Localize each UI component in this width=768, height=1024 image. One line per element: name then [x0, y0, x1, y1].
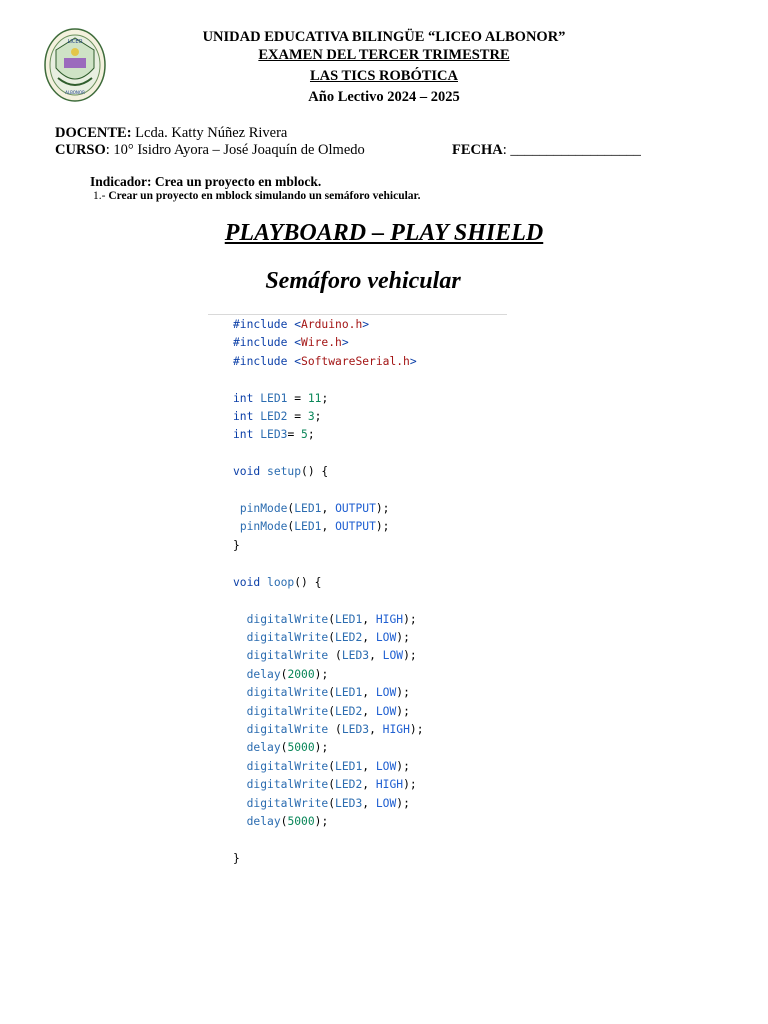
course-value: : 10° Isidro Ayora – José Joaquín de Olmedo [105, 142, 365, 158]
code-line: } [233, 538, 240, 552]
code-line: #include <Wire.h> [233, 336, 349, 350]
date-label: FECHA [452, 142, 503, 158]
indicator-text: Indicador: Crea un proyecto en mblock. [90, 174, 322, 189]
school-year: Año Lectivo 2024 – 2025 [308, 89, 460, 105]
exam-title: EXAMEN DEL TERCER TRIMESTRE [258, 47, 510, 63]
code-line: pinMode(LED1, OUTPUT); [239, 520, 390, 534]
teacher-name: Lcda. Katty Núñez Rivera [131, 125, 288, 141]
code-line: #include <SoftwareSerial.h> [233, 354, 417, 368]
code-line: delay(5000); [246, 741, 329, 755]
code-line: int LED2 = 3; [233, 410, 322, 424]
code-line: digitalWrite(LED2, HIGH); [246, 778, 417, 792]
code-line: delay(5000); [246, 814, 329, 828]
code-line: digitalWrite(LED2, LOW); [246, 704, 410, 718]
teacher-label: DOCENTE: [55, 125, 132, 141]
code-line: digitalWrite(LED1, HIGH); [246, 612, 417, 626]
task-text: Crear un proyecto en mblock simulando un semáforo vehicular. [108, 190, 421, 202]
code-line [233, 831, 424, 849]
code-line [233, 592, 424, 610]
date-line [452, 141, 641, 159]
code-line: digitalWrite(LED1, LOW); [246, 759, 410, 773]
code-line: pinMode(LED1, OUTPUT); [239, 502, 390, 516]
code-line: void setup() { [233, 465, 329, 479]
code-line: digitalWrite (LED3, LOW); [246, 649, 417, 663]
svg-text:LICEO: LICEO [67, 39, 83, 45]
code-line: #include <Arduino.h> [233, 318, 370, 331]
teacher-line [55, 124, 287, 142]
code-line: int LED3= 5; [233, 428, 315, 442]
course-line [55, 141, 365, 159]
code-line: } [233, 851, 240, 865]
sub-title: Semáforo vehicular [265, 268, 461, 294]
code-line: void loop() { [233, 575, 322, 589]
task-1 [93, 190, 420, 202]
arduino-code-block [233, 316, 424, 868]
school-name: UNIDAD EDUCATIVA BILINGÜE “LICEO ALBONOR” [202, 29, 566, 45]
code-line [233, 445, 424, 463]
code-line: digitalWrite(LED3, LOW); [246, 796, 410, 810]
svg-text:ALBONOR: ALBONOR [65, 90, 85, 95]
subject-title: LAS TICS ROBÓTICA [309, 68, 458, 84]
code-line: digitalWrite(LED2, LOW); [246, 630, 410, 644]
code-line: digitalWrite(LED1, LOW); [246, 686, 410, 700]
code-line: int LED1 = 11; [233, 391, 329, 405]
course-label: CURSO [55, 142, 106, 158]
code-line: digitalWrite (LED3, HIGH); [246, 722, 424, 736]
code-line [233, 482, 424, 500]
main-title: PLAYBOARD – PLAY SHIELD [224, 220, 544, 246]
task-number: 1.- [93, 190, 109, 202]
code-line [233, 555, 424, 573]
code-line: delay(2000); [246, 667, 329, 681]
code-line [233, 371, 424, 389]
date-blank: : __________________ [502, 142, 641, 158]
